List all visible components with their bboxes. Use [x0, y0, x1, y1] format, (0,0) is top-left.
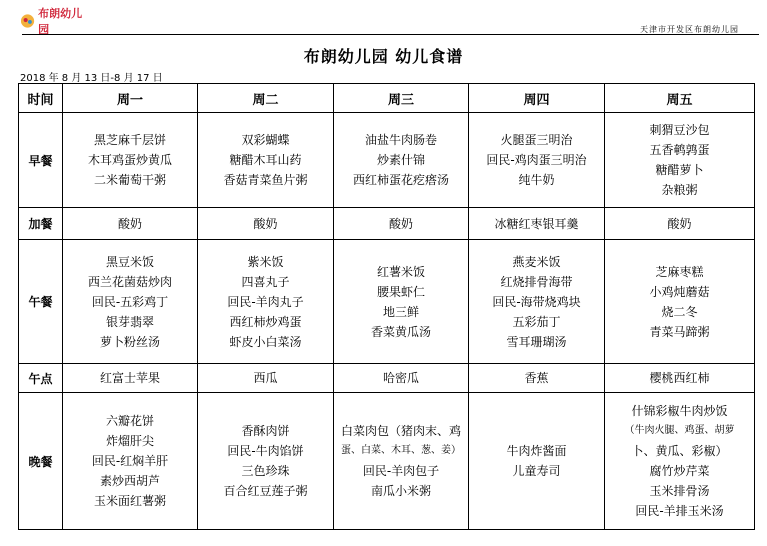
menu-item: 儿童寿司	[512, 464, 561, 478]
menu-item: 酸奶	[117, 216, 142, 231]
menu-item: 青菜马蹄粥	[649, 324, 710, 339]
menu-item: 回民-牛肉馅饼	[227, 444, 304, 458]
menu-cell	[198, 208, 334, 240]
meal-label: 午餐	[19, 240, 63, 364]
menu-cell	[63, 393, 198, 530]
meal-label: 晚餐	[19, 393, 63, 530]
menu-item: 回民-五彩鸡丁	[91, 294, 169, 309]
menu-cell	[469, 208, 605, 240]
menu-item: 木耳鸡蛋炒黄瓜	[87, 153, 172, 167]
menu-item: 油盐牛肉肠卷	[364, 133, 437, 147]
menu-item: 六瓣花饼	[105, 414, 154, 428]
meal-label: 早餐	[19, 113, 63, 208]
menu-item: 回民-羊肉丸子	[227, 294, 304, 309]
menu-item: 香酥肉饼	[241, 424, 290, 438]
menu-item: 回民-鸡肉蛋三明治	[486, 153, 587, 167]
meal-row	[19, 364, 755, 393]
menu-item: 西红柿炒鸡蛋	[229, 314, 302, 329]
menu-item: 纯牛奶	[518, 173, 555, 187]
menu-cell	[198, 240, 334, 364]
header-row	[19, 84, 755, 113]
menu-item: 双彩蝴蝶	[241, 133, 290, 147]
menu-item: 玉米面红薯粥	[93, 494, 166, 508]
menu-item: 二米葡萄干粥	[93, 173, 166, 187]
menu-cell	[605, 113, 755, 208]
menu-cell	[334, 240, 469, 364]
menu-item: 糖醋木耳山药	[229, 153, 302, 167]
menu-item: 素炒西胡芦	[99, 474, 160, 488]
menu-cell	[63, 240, 198, 364]
menu-item: 炸熘肝尖	[105, 434, 154, 448]
menu-item: 银芽翡翠	[105, 314, 154, 329]
menu-item: 西兰花菌菇炒肉	[87, 274, 172, 289]
menu-item: 三色珍珠	[241, 464, 290, 478]
header-divider	[22, 34, 759, 35]
page-title: 布朗幼儿园 幼儿食谱	[303, 47, 464, 66]
menu-item: 烧二冬	[661, 304, 698, 319]
menu-item: 回民-羊肉包子	[362, 464, 440, 478]
menu-item: 玉米排骨汤	[649, 484, 710, 498]
menu-item: 什锦彩椒牛肉炒饭	[631, 404, 728, 418]
menu-item: 红富士苹果	[99, 371, 160, 385]
menu-cell	[198, 393, 334, 530]
menu-item: 地三鲜	[382, 304, 419, 319]
menu-item: 虾皮小白菜汤	[229, 334, 302, 349]
menu-item: 樱桃西红柿	[649, 371, 710, 385]
menu-item: 芝麻枣糕	[655, 264, 704, 279]
menu-item: 酸奶	[667, 216, 692, 231]
menu-item: 酸奶	[388, 216, 413, 231]
menu-cell	[198, 113, 334, 208]
menu-item: 回民-海带烧鸡块	[492, 294, 581, 309]
menu-item: 冰糖红枣银耳羹	[494, 216, 579, 231]
time-header: 时间	[19, 84, 63, 113]
menu-item: （牛肉火腿、鸡蛋、胡萝	[624, 425, 735, 436]
menu-item: 西红柿蛋花疙瘩汤	[352, 173, 449, 187]
menu-item: 炒素什锦	[376, 153, 425, 167]
menu-item: 杂粮粥	[661, 183, 698, 197]
menu-item: 白菜肉包（猪肉末、鸡	[340, 424, 461, 438]
menu-item: 刺猬豆沙包	[649, 123, 710, 137]
menu-item: 卜、黄瓜、彩椒）	[631, 444, 728, 458]
day-header-wed: 周三	[334, 84, 469, 113]
meal-label: 午点	[19, 364, 63, 393]
menu-item: 小鸡炖蘑菇	[649, 284, 710, 299]
menu-item: 五彩茄丁	[512, 314, 561, 329]
menu-cell	[469, 113, 605, 208]
logo-icon	[20, 13, 35, 29]
menu-item: 哈密瓜	[382, 371, 419, 385]
menu-cell	[605, 208, 755, 240]
menu-item: 红薯米饭	[376, 264, 425, 279]
meal-row	[19, 240, 755, 364]
meal-label: 加餐	[19, 208, 63, 240]
menu-body	[19, 113, 755, 530]
menu-item: 红烧排骨海带	[500, 274, 573, 289]
menu-cell	[334, 208, 469, 240]
menu-cell	[334, 364, 469, 393]
menu-item: 萝卜粉丝汤	[99, 334, 160, 349]
date-range: 2018 年 8 月 13 日-8 月 17 日	[20, 73, 163, 84]
menu-item: 百合红豆莲子粥	[223, 484, 308, 498]
day-header-tue: 周二	[198, 84, 334, 113]
menu-cell	[469, 393, 605, 530]
menu-item: 香菇青菜鱼片粥	[223, 173, 308, 187]
menu-item: 西瓜	[253, 371, 278, 385]
menu-item: 酸奶	[253, 216, 278, 231]
menu-cell	[469, 364, 605, 393]
meal-row	[19, 113, 755, 208]
menu-cell	[334, 113, 469, 208]
menu-cell	[605, 240, 755, 364]
menu-item: 紫米饭	[247, 254, 284, 269]
menu-cell	[605, 393, 755, 530]
menu-item: 五香鹌鹑蛋	[649, 143, 710, 157]
day-header-mon: 周一	[63, 84, 198, 113]
menu-item: 燕麦米饭	[512, 254, 561, 269]
menu-item: 火腿蛋三明治	[500, 133, 573, 147]
menu-cell	[605, 364, 755, 393]
logo	[20, 7, 90, 36]
menu-item: 糖醋萝卜	[655, 163, 704, 177]
menu-item: 黑芝麻千层饼	[93, 133, 166, 147]
menu-item: 雪耳珊瑚汤	[506, 334, 567, 349]
menu-cell	[63, 113, 198, 208]
menu-cell	[469, 240, 605, 364]
menu-item: 牛肉炸酱面	[506, 444, 567, 458]
menu-item: 腐竹炒芹菜	[649, 464, 710, 478]
menu-item: 蛋、白菜、木耳、葱、姜）	[341, 445, 461, 456]
day-header-thu: 周四	[469, 84, 605, 113]
menu-item: 香蕉	[524, 371, 549, 385]
menu-table	[18, 83, 755, 530]
menu-cell	[63, 364, 198, 393]
menu-item: 黑豆米饭	[105, 254, 154, 269]
menu-cell	[63, 208, 198, 240]
menu-item: 香菜黄瓜汤	[370, 324, 431, 339]
menu-cell	[198, 364, 334, 393]
menu-item: 四喜丸子	[241, 274, 290, 289]
day-header-fri: 周五	[605, 84, 755, 113]
menu-item: 南瓜小米粥	[370, 484, 431, 498]
school-name-header: 天津市开发区布朗幼儿园	[640, 25, 739, 34]
menu-item: 回民-红焖羊肝	[91, 454, 169, 468]
logo-text: 布朗幼儿园	[38, 7, 83, 36]
meal-row	[19, 208, 755, 240]
menu-item: 腰果虾仁	[376, 284, 425, 299]
menu-item: 回民-羊排玉米汤	[635, 504, 724, 518]
menu-cell	[334, 393, 469, 530]
meal-row	[19, 393, 755, 530]
